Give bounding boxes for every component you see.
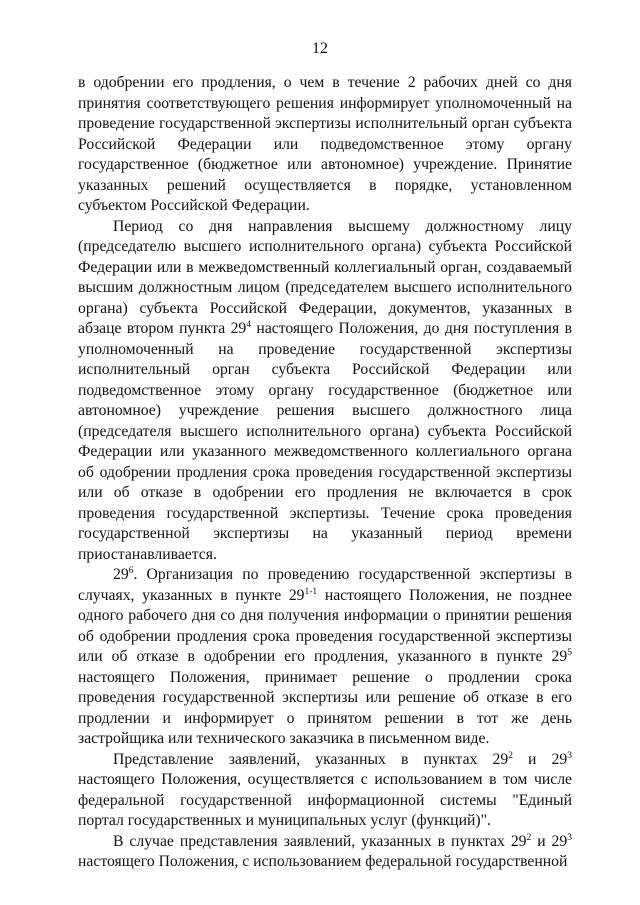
paragraph-text: и 29 — [531, 832, 568, 850]
paragraph-text: Представление заявлений, указанных в пунктах 29 — [113, 750, 509, 768]
superscript-reference: 3 — [567, 750, 572, 761]
paragraph — [78, 832, 572, 873]
page-number: 12 — [312, 40, 328, 57]
paragraph-text: в одобрении его продления, о чем в течение 2 рабочих дней со дня принятия соответствующего решения информирует уполномоченный на проведение государственной экспертизы исполнительный орган субъекта Российской Федерации или подведомственное этому органу государственное (бюджетное или автономное) учреждение. Принятие указанных решений осуществляется в порядке, установленном субъектом Российской Федерации. — [78, 74, 572, 214]
paragraph — [78, 565, 572, 750]
superscript-reference: 5 — [567, 648, 572, 658]
paragraph — [78, 217, 572, 566]
paragraph-text: Период со дня направления высшему должностному лицу (председателю высшего исполнительного органа) субъекта Российской Федерации или в межведомственный коллегиальный орган, создаваемый высшим должностным лицом (председателем высшего исполнительного органа) субъекта Российской Федерации, документов, указанных в абзаце втором пункта 29 — [78, 217, 572, 337]
paragraph — [78, 73, 572, 217]
paragraph — [78, 750, 572, 832]
paragraph-text: . Организация по проведению государственной экспертизы в случаях, указанных в пункте 29 — [78, 566, 572, 604]
superscript-reference: 2 — [508, 750, 513, 761]
paragraph-text: настоящего Положения, до дня поступления в уполномоченный на проведение государственной экспертизы исполнительный орган субъекта Российской Федерации или подведомственное этому органу государственное (бюджетное или автономное) учреждение решения высшего должностного лица (председателя высшего исполнительного органа) субъекта Российской Федерации или указанного межведомственного коллегиального органа об одобрении продления срока проведения государственной экспертизы или об отказе в одобрении его продления не включается в срок проведения государственной экспертизы. Течение срока проведения государственной экспертизы на указанный период времени приостанавливается. — [78, 320, 572, 563]
paragraph-text: 29 — [113, 566, 129, 583]
document-body — [78, 73, 572, 873]
paragraph-text: настоящего Положения, осуществляется с использованием в том числе федеральной государственной информационной системы "Единый портал государственных и муниципальных услуг (функций)". — [78, 771, 572, 829]
paragraph-text: настоящего Положения, с использованием федеральной государственной — [78, 853, 568, 870]
paragraph-text: и 29 — [512, 750, 568, 768]
superscript-reference: 2 — [526, 832, 532, 843]
superscript-reference: 1-1 — [304, 586, 318, 597]
superscript-reference: 6 — [128, 566, 134, 576]
superscript-reference: 3 — [567, 832, 572, 843]
paragraph-text: настоящего Положения, не позднее одного рабочего дня со дня получения информации о принятии решения об одобрении продления срока проведения государственной экспертизы или об отказе в одобрении его продления, указанного в пункте 29 — [78, 586, 572, 665]
paragraph-text: В случае представления заявлений, указанных в пунктах 29 — [113, 832, 527, 850]
paragraph-text: настоящего Положения, принимает решение о продлении срока проведения государственной экспертизы или решение об отказе в его продлении и информирует о принятом решении в тот же день застройщика или технического заказчика в письменном виде. — [78, 668, 572, 747]
superscript-reference: 4 — [246, 320, 252, 330]
